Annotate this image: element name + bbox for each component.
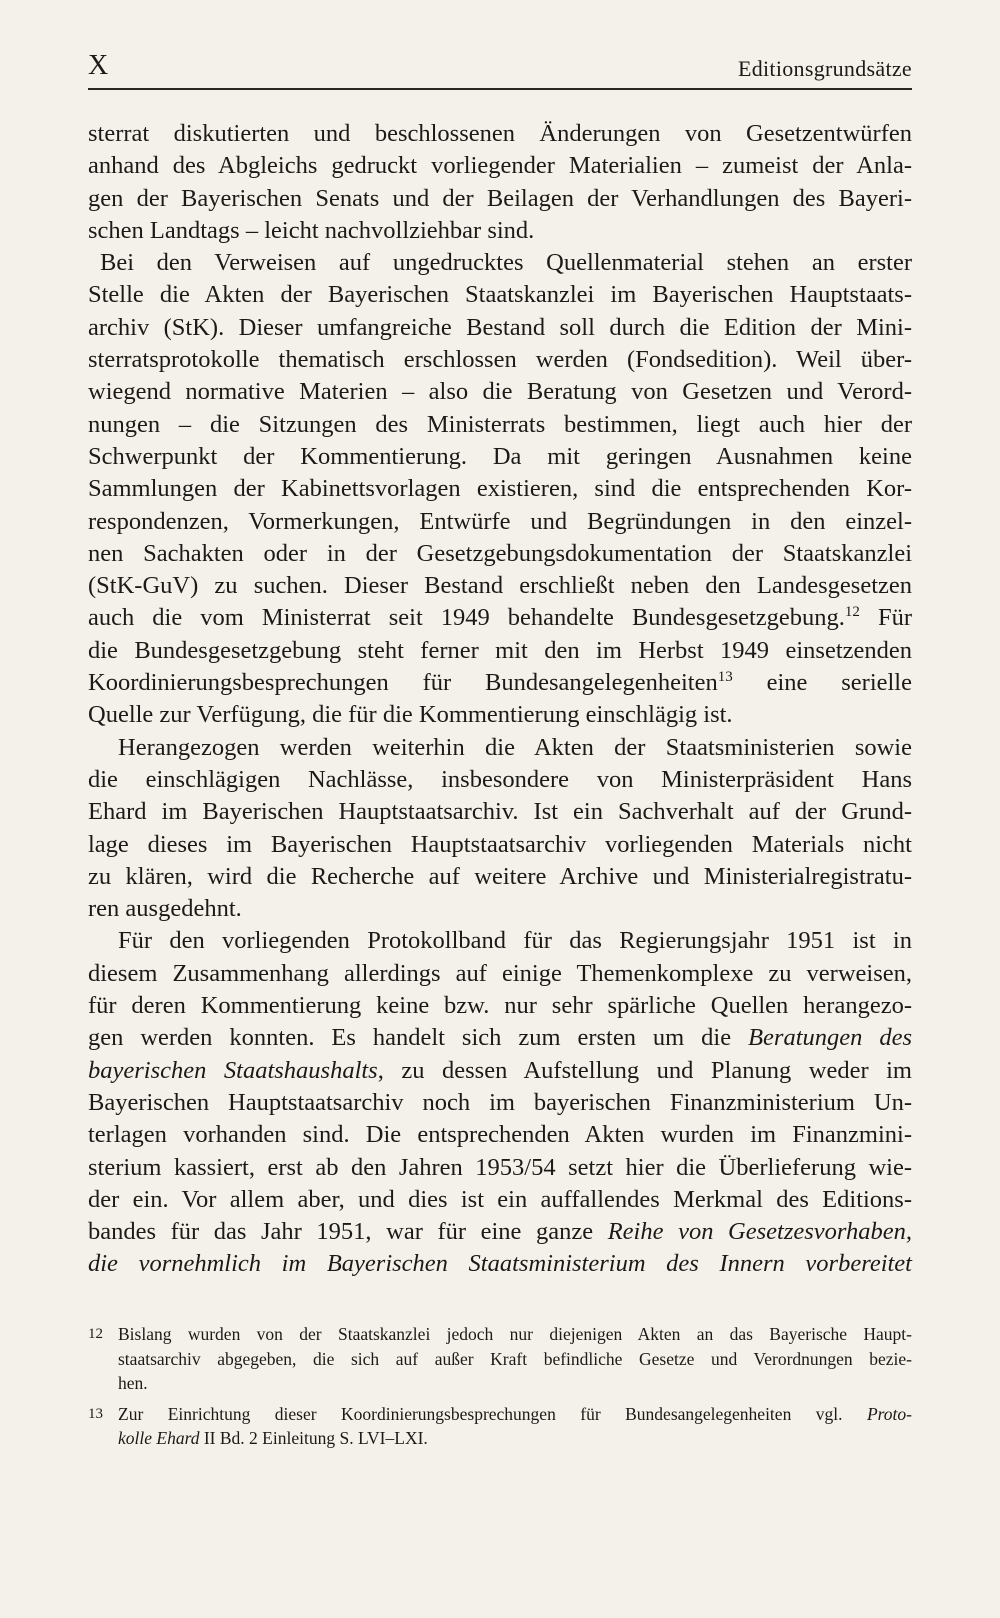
text-segment: , zu dessen Aufstellung und Planung weder im — [377, 1056, 912, 1084]
text-line: Bayerischen Hauptstaatsarchiv noch im bayerischen Finanzministerium Un- — [88, 1088, 912, 1116]
text-line: Bei den Verweisen auf ungedrucktes Quellenmaterial stehen an erster — [100, 249, 912, 277]
italic-text: Proto- — [866, 1403, 912, 1424]
text-line: nungen – die Sitzungen des Ministerrats bestimmen, liegt auch hier der — [88, 410, 912, 438]
text-line: Ehard im Bayerischen Hauptstaatsarchiv. Ist ein Sachverhalt auf der Grund- — [88, 798, 912, 826]
text-line: Schwerpunkt der Kommentierung. Da mit geringen Ausnahmen keine — [88, 442, 912, 470]
text-line — [88, 602, 912, 634]
text-line: die vornehmlich im Bayerischen Staatsministerium des Innern vorbereitet — [88, 1250, 912, 1278]
text-line: ren ausgedehnt. — [88, 895, 242, 923]
page-number: X — [88, 50, 109, 81]
footnote-number: 12 — [88, 1326, 103, 1342]
italic-text: Beratungen des — [748, 1024, 912, 1052]
text-line: Herangezogen werden weiterhin die Akten der Staatsministerien sowie — [118, 733, 912, 761]
footnote-line: hen. — [118, 1373, 148, 1393]
text-segment: Koordinierungsbesprechungen für Bundesangelegenheiten — [88, 669, 718, 697]
text-segment: eine serielle — [732, 669, 912, 697]
text-segment: bandes für das Jahr 1951, war für eine ganze — [88, 1218, 608, 1246]
italic-text: kolle Ehard — [118, 1428, 200, 1448]
running-title: Editionsgrundsätze — [737, 56, 912, 81]
footnote-13 — [88, 1402, 912, 1451]
text-line: zu klären, wird die Recherche auf weitere Archive und Ministerialregistratu- — [88, 862, 912, 890]
text-segment: auch die vom Ministerrat seit 1949 behandelte Bundesgesetzgebung. — [88, 604, 845, 632]
text-segment: II Bd. 2 Einleitung S. LVI–LXI. — [199, 1428, 428, 1448]
italic-text: Reihe von Gesetzesvorhaben, — [607, 1218, 912, 1246]
text-line: lage dieses im Bayerischen Hauptstaatsarchiv vorliegenden Materials nicht — [88, 830, 912, 858]
text-line: diesem Zusammenhang allerdings auf einige Themenkomplexe zu verweisen, — [88, 959, 912, 987]
footnotes — [88, 1322, 912, 1451]
text-segment: Zur Einrichtung dieser Koordinierungsbesprechungen für Bundesangelegenheiten vgl. — [118, 1403, 867, 1424]
text-line: die Bundesgesetzgebung steht ferner mit den im Herbst 1949 einsetzenden — [88, 636, 912, 664]
text-line: anhand des Abgleichs gedruckt vorliegender Materialien – zumeist der Anla- — [88, 152, 912, 180]
footnote-line: staatsarchiv abgegeben, die sich auf außer Kraft befindliche Gesetze und Verordnungen bezie- — [118, 1348, 912, 1369]
footnote-number: 13 — [88, 1405, 103, 1422]
footnote-ref-13: 13 — [717, 669, 733, 686]
text-line: archiv (StK). Dieser umfangreiche Bestand soll durch die Edition der Mini- — [88, 313, 912, 341]
footnote-ref-12: 12 — [844, 604, 860, 621]
text-line: Stelle die Akten der Bayerischen Staatskanzlei im Bayerischen Hauptstaats- — [88, 281, 912, 309]
text-line: schen Landtags – leicht nachvollziehbar sind. — [88, 216, 535, 244]
text-line: Für den vorliegenden Protokollband für das Regierungsjahr 1951 ist in — [118, 927, 912, 955]
text-line: sterrat diskutierten und beschlossenen Änderungen von Gesetzentwürfen — [88, 120, 912, 147]
text-line: terlagen vorhanden sind. Die entsprechenden Akten wurden im Finanzmini- — [88, 1121, 912, 1149]
text-line: der ein. Vor allem aber, und dies ist ein auffallendes Merkmal des Editions- — [88, 1185, 912, 1213]
footnote-line: Bislang wurden von der Staatskanzlei jedoch nur diejenigen Akten an das Bayerische Haupt- — [118, 1324, 912, 1344]
text-line: (StK-GuV) zu suchen. Dieser Bestand erschließt neben den Landesgesetzen — [88, 572, 912, 600]
text-line — [88, 1055, 912, 1087]
text-line: die einschlägigen Nachlässe, insbesondere von Ministerpräsident Hans — [88, 765, 912, 793]
text-line — [88, 1216, 912, 1248]
text-line: Quelle zur Verfügung, die für die Kommentierung einschlägig ist. — [88, 701, 733, 729]
text-segment: Für — [859, 604, 912, 632]
text-line — [88, 1022, 912, 1054]
text-line: gen der Bayerischen Senats und der Beilagen der Verhandlungen des Bayeri- — [88, 184, 912, 212]
text-line: sterratsprotokolle thematisch erschlossen werden (Fondsedition). Weil über- — [88, 346, 912, 374]
text-line: für deren Kommentierung keine bzw. nur sehr spärliche Quellen herangezo- — [88, 992, 912, 1020]
text-line — [88, 667, 912, 699]
text-segment: gen werden konnten. Es handelt sich zum ersten um die — [88, 1024, 749, 1052]
text-line: sterium kassiert, erst ab den Jahren 1953/54 setzt hier die Überlieferung wie- — [88, 1153, 912, 1181]
text-line: respondenzen, Vormerkungen, Entwürfe und Begründungen in den einzel- — [88, 507, 912, 535]
text-line: wiegend normative Materien – also die Beratung von Gesetzen und Verord- — [88, 378, 912, 406]
page-header — [88, 48, 912, 90]
main-text — [88, 118, 912, 1281]
italic-text: bayerischen Staatshaushalts — [88, 1056, 378, 1084]
text-line: Sammlungen der Kabinettsvorlagen existieren, sind die entsprechenden Kor- — [88, 475, 912, 503]
footnote-line — [118, 1426, 912, 1451]
text-line: nen Sachakten oder in der Gesetzgebungsdokumentation der Staatskanzlei — [88, 539, 912, 567]
footnote-line — [118, 1402, 912, 1427]
footnote-12 — [88, 1322, 912, 1396]
